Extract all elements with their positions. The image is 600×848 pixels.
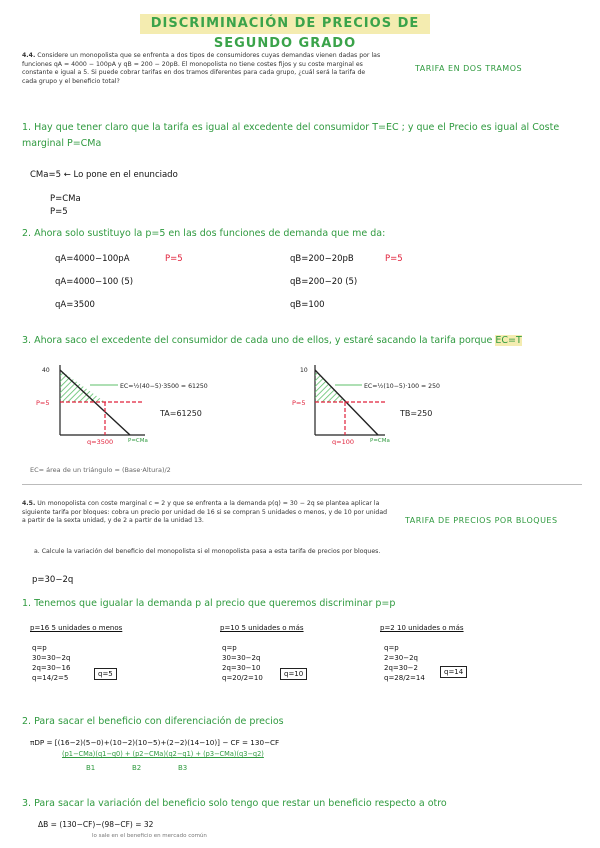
cma-note: CMa=5 ← Lo pone en el enunciado bbox=[30, 170, 178, 180]
tariff-value: TA=61250 bbox=[160, 409, 202, 418]
calc-line: 2q=30−10 bbox=[222, 664, 261, 672]
calc-line: 2q=30−16 bbox=[32, 664, 71, 672]
profit-components: (p1−CMa)(q1−q0) + (p2−CMa)(q2−q1) + (p3−CMa)(q3−q2) bbox=[62, 750, 264, 758]
qa-line-2: qA=4000−100 (5) bbox=[55, 277, 134, 287]
y-label: 10 bbox=[300, 367, 308, 374]
quantity-label: q=3500 bbox=[87, 438, 114, 445]
qb-line-1: qB=200−20pB bbox=[290, 254, 354, 264]
profit-equation: πDP = [(16−2)(5−0)+(10−2)(10−5)+(2−2)(14−10)] − CF = 130−CF bbox=[30, 738, 280, 747]
surplus-area bbox=[60, 370, 105, 402]
profit-variation-note: lo sale en el beneficio en mercado común bbox=[92, 833, 207, 839]
price-label: P=5 bbox=[292, 399, 306, 407]
block-col-2-result: q=10 bbox=[280, 668, 307, 680]
demand-line bbox=[60, 370, 130, 435]
calc-line: q=p bbox=[222, 644, 237, 652]
block-col-3-result: q=14 bbox=[440, 666, 467, 678]
p-equals-cma: P=CMa bbox=[50, 194, 81, 204]
cma-label: P=CMa bbox=[370, 438, 390, 444]
block-col-2-head: p=10 5 unidades o más bbox=[220, 624, 304, 632]
step-2-heading: 2. Para sacar el beneficio con diferenciación de precios bbox=[22, 716, 284, 727]
step-1-heading: 1. Hay que tener claro que la tarifa es igual al excedente del consumidor T=EC ; y que el Precio es igual al Coste marginal P=CMa bbox=[22, 122, 560, 149]
pb-value: P=5 bbox=[385, 254, 403, 264]
step-1-heading: 1. Tenemos que igualar la demanda p al precio que queremos discriminar p=p bbox=[22, 598, 396, 609]
calc-line: q=p bbox=[32, 644, 47, 652]
section-divider bbox=[22, 484, 582, 485]
step-3-heading: 3. Para sacar la variación del beneficio solo tengo que restar un beneficio respecto a otro bbox=[22, 798, 447, 809]
block-col-1-result: q=5 bbox=[94, 668, 117, 680]
step-3-heading bbox=[22, 333, 582, 349]
calc-line: 2q=30−2 bbox=[384, 664, 418, 672]
problem-text: Considere un monopolista que se enfrenta a dos tipos de consumidores cuyas demandas vienen dadas por las funciones qA = 4000 − 100pA y qB = 200 − 20pB. El monopolista no tiene costes fijos y su coste marginal es constante e igual a 5. Si puede cobrar tarifas en dos tramos diferentes para cada grupo, ¿cuál será la tarifa de cada grupo y el beneficio total? bbox=[22, 52, 381, 85]
calc-line: 2=30−2q bbox=[384, 654, 418, 662]
qa-line-1: qA=4000−100pA bbox=[55, 254, 130, 264]
block-col-2 bbox=[222, 643, 263, 683]
block-col-3-head: p=2 10 unidades o más bbox=[380, 624, 464, 632]
problem-4-5-statement bbox=[22, 500, 392, 526]
calc-line: q=14/2=5 bbox=[32, 674, 69, 682]
ec-area-note: EC= área de un triángulo = (Base·Altura)/2 bbox=[30, 466, 171, 474]
qb-line-3: qB=100 bbox=[290, 300, 325, 310]
page-title: DISCRIMINACIÓN DE PRECIOS DE SEGUNDO GRADO bbox=[140, 14, 430, 34]
problem-text: Un monopolista con coste marginal c = 2 y que se enfrenta a la demanda p(q) = 30 − 2q se plantea aplicar la siguiente tarifa por bloques: cobra un precio por unidad de 16 si se compran 5 unidades o menos, y de 10 por unidad a partir de la sexta unidad, y de 2 a partir de la unidad 13. bbox=[22, 500, 388, 525]
problem-4-4-statement bbox=[22, 52, 382, 86]
price-label: P=5 bbox=[36, 399, 50, 407]
graph-consumer-b bbox=[290, 360, 530, 445]
calc-line: q=28/2=14 bbox=[384, 674, 425, 682]
step-2-heading: 2. Ahora solo sustituyo la p=5 en las dos funciones de demanda que me da: bbox=[22, 228, 386, 239]
qb-line-2: qB=200−20 (5) bbox=[290, 277, 358, 287]
demand-function: p=30−2q bbox=[32, 575, 74, 585]
problem-4-5-item-a: a. Calcule la variación del beneficio del monopolista si el monopolista pasa a esta tarifa de precios por bloques. bbox=[34, 548, 381, 555]
block-col-1 bbox=[32, 643, 70, 683]
problem-number: 4.4. bbox=[22, 52, 36, 59]
cma-label: P=CMa bbox=[128, 438, 148, 444]
graph-consumer-a bbox=[30, 360, 260, 445]
section-tag-block-pricing: TARIFA DE PRECIOS POR BLOQUES bbox=[405, 516, 558, 525]
b2-label: B2 bbox=[132, 764, 142, 772]
calc-line: q=p bbox=[384, 644, 399, 652]
ec-equals-t-highlight: EC=T bbox=[495, 335, 522, 346]
block-col-1-head: p=16 5 unidades o menos bbox=[30, 624, 123, 632]
pa-value: P=5 bbox=[165, 254, 183, 264]
ec-formula: EC=½(10−5)·100 = 250 bbox=[364, 383, 440, 390]
qa-line-3: qA=3500 bbox=[55, 300, 95, 310]
b1-label: B1 bbox=[86, 764, 96, 772]
ec-formula: EC=½(40−5)·3500 = 61250 bbox=[120, 383, 208, 390]
block-col-3 bbox=[384, 643, 425, 683]
section-tag-two-part: TARIFA EN DOS TRAMOS bbox=[415, 64, 523, 73]
tariff-value: TB=250 bbox=[400, 409, 433, 418]
calc-line: 30=30−2q bbox=[32, 654, 71, 662]
step-3-text: 3. Ahora saco el excedente del consumidor de cada uno de ellos, y estaré sacando la tarifa porque bbox=[22, 335, 493, 346]
y-label: 40 bbox=[42, 367, 50, 374]
problem-number: 4.5. bbox=[22, 500, 36, 507]
p-equals-5: P=5 bbox=[50, 207, 68, 217]
profit-variation: ΔB = (130−CF)−(98−CF) = 32 bbox=[38, 820, 154, 829]
b3-label: B3 bbox=[178, 764, 188, 772]
calc-line: q=20/2=10 bbox=[222, 674, 263, 682]
quantity-label: q=100 bbox=[332, 438, 354, 445]
calc-line: 30=30−2q bbox=[222, 654, 261, 662]
